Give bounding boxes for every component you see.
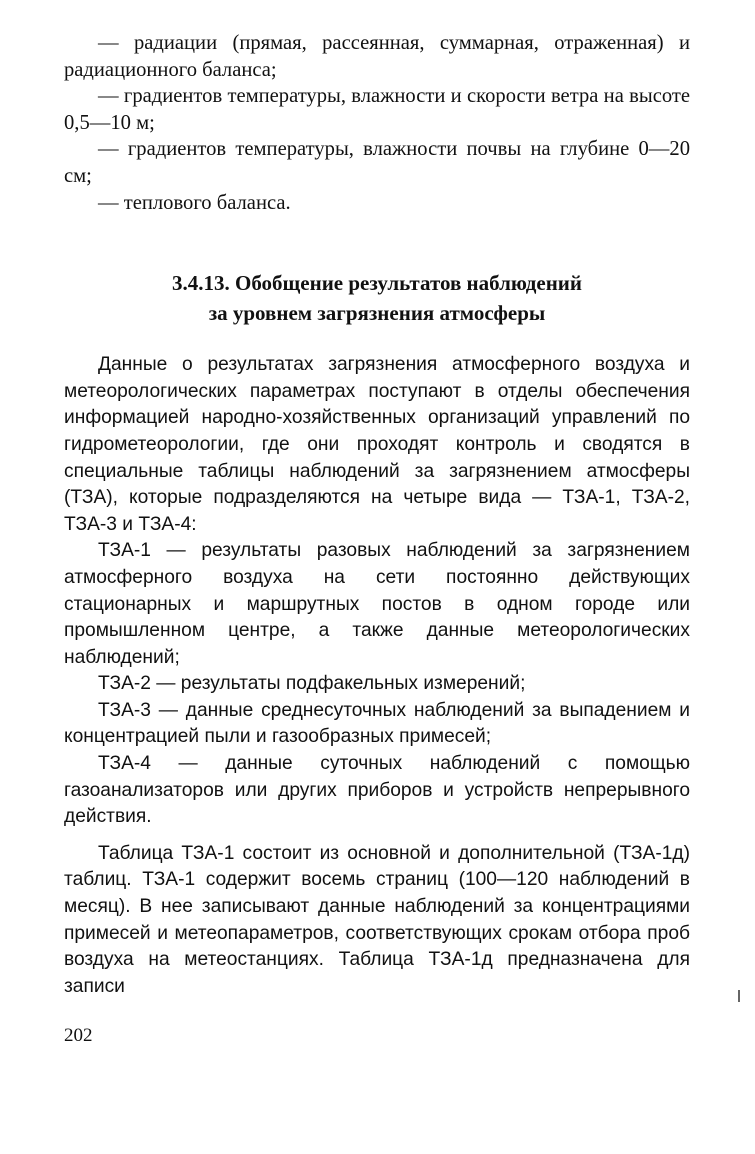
measurement-list [64,30,690,216]
paragraph-tza-3: ТЗА-3 — данные среднесуточных наблюдений за выпадением и концентрацией пыли и газообразных примесей; [64,699,690,748]
page-number: 202 [64,1025,93,1046]
paragraph-gap [64,831,690,841]
list-item-air-gradients: — градиентов температуры, влажности и скорости ветра на высоте 0,5—10 м; [64,85,690,134]
document-page [64,30,690,1000]
margin-mark [738,990,740,1002]
paragraph-table-description: Таблица ТЗА-1 состоит из основной и дополнительной (ТЗА-1д) таблиц. ТЗА-1 содержит восемь страниц (100—120 наблюдений в месяц). В нее записывают данные наблюдений за концентрациями примесей и метеопараметров, соответствующих срокам отбора проб воздуха на метеостанциях. Таблица ТЗА-1д предназначена для записи [64,842,690,997]
list-item-soil-gradients: — градиентов температуры, влажности почвы на глубине 0—20 см; [64,138,690,187]
section-title-line-1: 3.4.13. Обобщение результатов наблюдений [171,271,583,296]
paragraph-tza-1: ТЗА-1 — результаты разовых наблюдений за загрязнением атмосферного воздуха на сети постоянно действующих стационарных и маршрутных постов в одном городе или промышленном центре, а также данные метеорологических наблюдений; [64,540,690,668]
paragraph-intro: Данные о результатах загрязнения атмосферного воздуха и метеорологических параметрах поступают в отделы обеспечения информацией народно-хозяйственных организаций управлений по гидрометеорологии, где они проходят контроль и сводятся в специальные таблицы наблюдений за загрязнением атмосферы (ТЗА), которые подразделяются на четыре вида — ТЗА-1, ТЗА-2, ТЗА-3 и ТЗА-4: [64,354,690,535]
section-heading [64,268,690,328]
list-item-heat-balance: — теплового баланса. [98,191,291,214]
section-title-line-2: за уровнем загрязнения атмосферы [208,301,546,326]
paragraph-tza-2: ТЗА-2 — результаты подфакельных измерений; [98,673,526,695]
list-item-radiation: — радиации (прямая, рассеянная, суммарная, отраженная) и радиационного баланса; [64,32,690,81]
paragraph-tza-4: ТЗА-4 — данные суточных наблюдений с помощью газоанализаторов или других приборов и устройств непрерывного действия. [64,753,690,828]
section-body [64,352,690,1000]
